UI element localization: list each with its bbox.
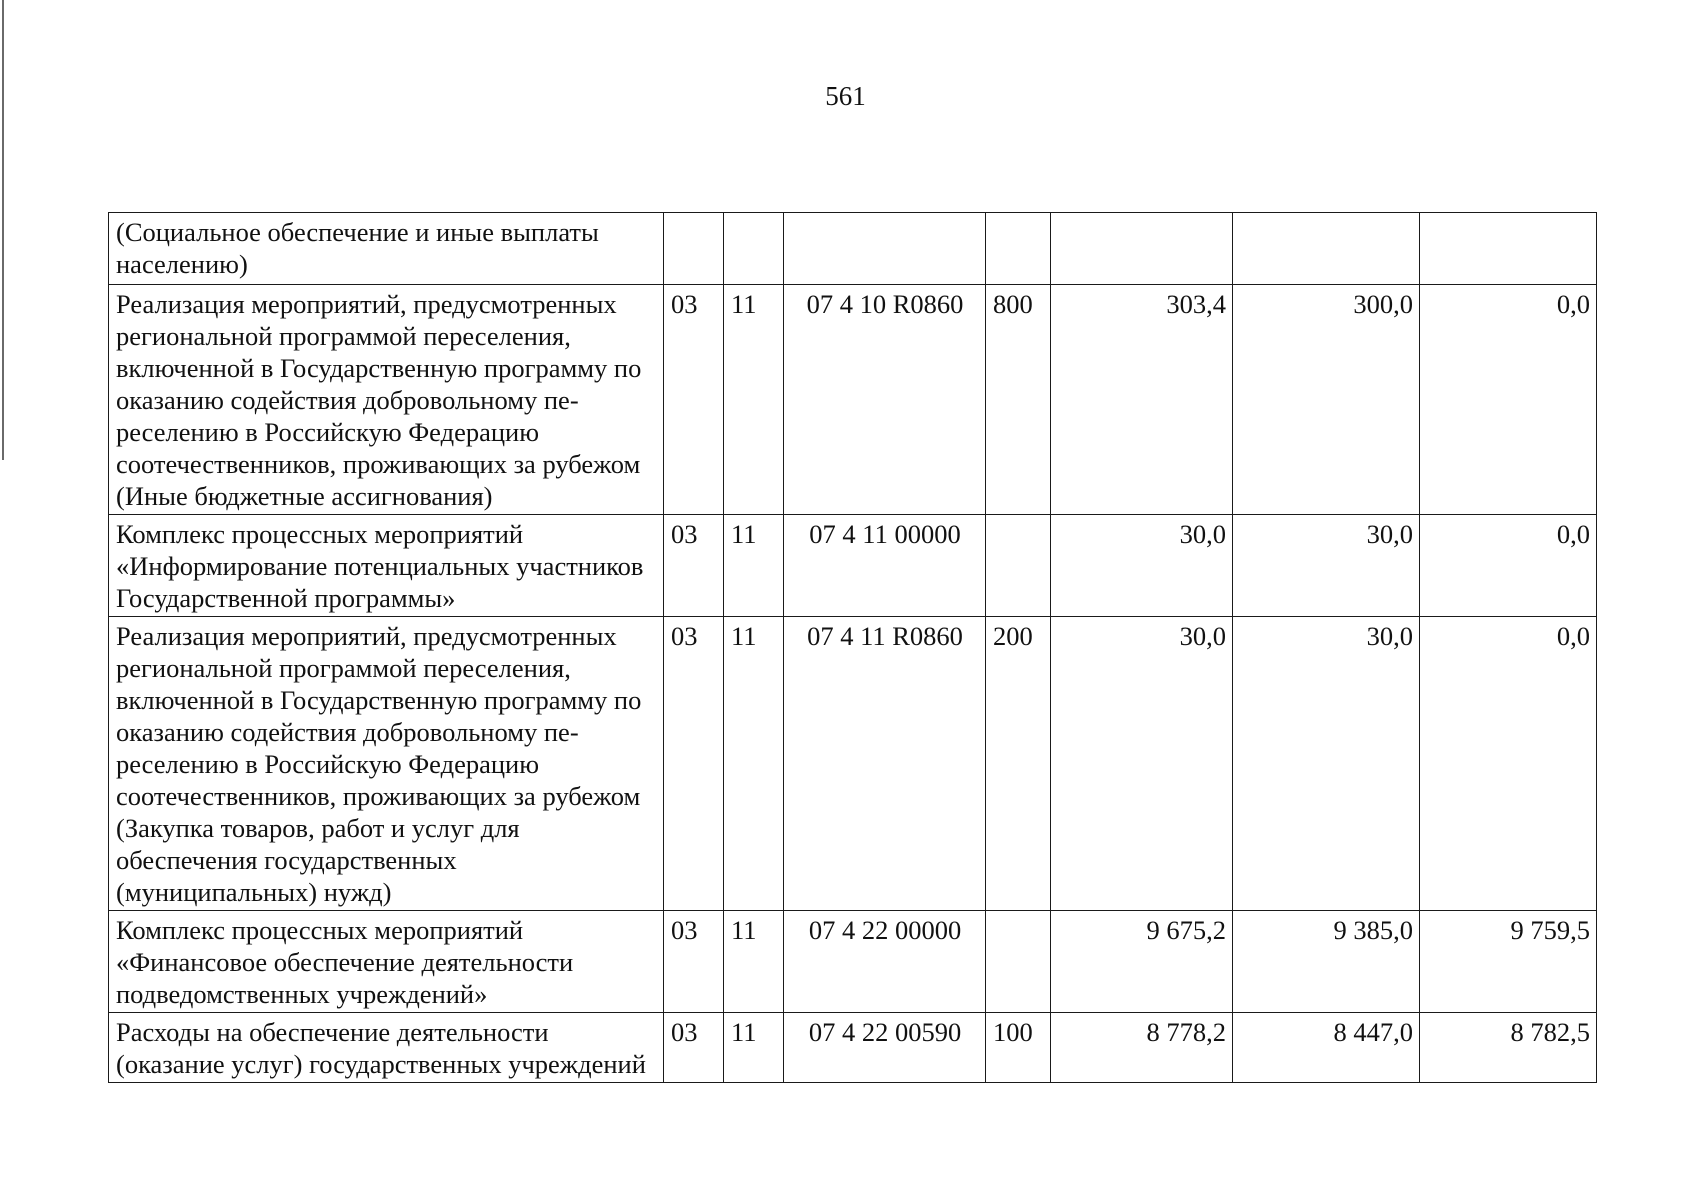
row-value-3 — [1420, 213, 1597, 285]
row-section-code: 03 — [664, 1013, 724, 1083]
row-name: Комплекс процессных мероприятий «Финансовое обеспечение деятельности подведомственных учреждений» — [109, 911, 664, 1013]
table-row — [109, 1013, 1597, 1083]
row-name: Комплекс процессных мероприятий «Информирование потенциальных участников Государственной программы» — [109, 515, 664, 617]
row-value-3: 0,0 — [1420, 285, 1597, 515]
row-expense-type — [986, 911, 1051, 1013]
row-value-1: 30,0 — [1051, 515, 1233, 617]
row-value-1: 30,0 — [1051, 617, 1233, 911]
row-name: Реализация мероприятий, предусмотренных региональной программой переселения, включенной в Государственную программу по оказанию содействия добровольному переселению в Российскую Федерацию соотечественников, проживающих за рубежом (Закупка товаров, работ и услуг для обеспечения государственных (муниципальных) нужд) — [109, 617, 664, 911]
row-section-code: 03 — [664, 911, 724, 1013]
row-value-1: 9 675,2 — [1051, 911, 1233, 1013]
table-row — [109, 617, 1597, 911]
row-target-article: 07 4 11 R0860 — [784, 617, 986, 911]
row-section-code: 03 — [664, 617, 724, 911]
table-row — [109, 213, 1597, 285]
row-value-2 — [1233, 213, 1420, 285]
table-row — [109, 285, 1597, 515]
row-target-article — [784, 213, 986, 285]
row-name: (Социальное обеспечение и иные выплаты населению) — [109, 213, 664, 285]
page-number: 561 — [825, 81, 866, 111]
row-name: Реализация мероприятий, предусмотренных региональной программой переселения, включенной в Государственную программу по оказанию содействия добровольному переселению в Российскую Федерацию соотечественников, проживающих за рубежом (Иные бюджетные ассигнования) — [109, 285, 664, 515]
row-target-article: 07 4 22 00000 — [784, 911, 986, 1013]
row-target-article: 07 4 10 R0860 — [784, 285, 986, 515]
row-value-1: 303,4 — [1051, 285, 1233, 515]
budget-table — [108, 212, 1597, 1083]
row-value-2: 8 447,0 — [1233, 1013, 1420, 1083]
row-subsection-code — [724, 213, 784, 285]
row-value-3: 9 759,5 — [1420, 911, 1597, 1013]
table-row — [109, 515, 1597, 617]
row-value-3: 0,0 — [1420, 515, 1597, 617]
row-expense-type — [986, 213, 1051, 285]
row-subsection-code: 11 — [724, 617, 784, 911]
row-subsection-code: 11 — [724, 1013, 784, 1083]
row-expense-type: 200 — [986, 617, 1051, 911]
row-value-2: 30,0 — [1233, 617, 1420, 911]
row-value-2: 300,0 — [1233, 285, 1420, 515]
row-value-1: 8 778,2 — [1051, 1013, 1233, 1083]
row-value-1 — [1051, 213, 1233, 285]
row-name: Расходы на обеспечение деятельности (оказание услуг) государственных учреждений — [109, 1013, 664, 1083]
row-target-article: 07 4 11 00000 — [784, 515, 986, 617]
row-expense-type: 100 — [986, 1013, 1051, 1083]
row-subsection-code: 11 — [724, 285, 784, 515]
row-expense-type — [986, 515, 1051, 617]
row-expense-type: 800 — [986, 285, 1051, 515]
row-subsection-code: 11 — [724, 911, 784, 1013]
row-value-3: 0,0 — [1420, 617, 1597, 911]
row-section-code: 03 — [664, 515, 724, 617]
row-value-2: 30,0 — [1233, 515, 1420, 617]
row-section-code — [664, 213, 724, 285]
row-subsection-code: 11 — [724, 515, 784, 617]
row-value-2: 9 385,0 — [1233, 911, 1420, 1013]
scan-edge-mark — [2, 0, 4, 460]
table-row — [109, 911, 1597, 1013]
row-section-code: 03 — [664, 285, 724, 515]
row-target-article: 07 4 22 00590 — [784, 1013, 986, 1083]
row-value-3: 8 782,5 — [1420, 1013, 1597, 1083]
